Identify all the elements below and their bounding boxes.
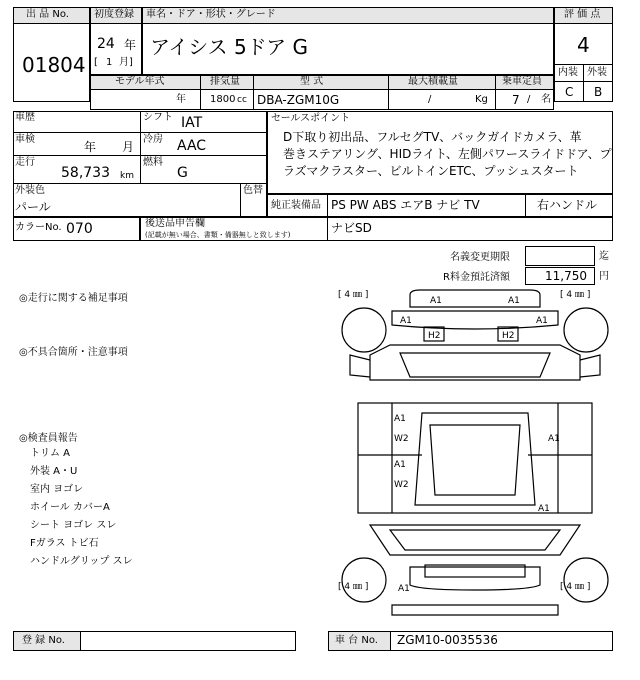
car-damage-diagram — [330, 285, 620, 625]
inspection-year: 年 — [84, 140, 97, 154]
recycle-value: 11,750 — [545, 269, 587, 283]
model-value: DBA-ZGM10G — [257, 93, 340, 107]
equipment-col-1 — [327, 194, 328, 217]
damage-right-front-door: A1 — [548, 434, 560, 444]
max-load-value: / — [428, 94, 432, 105]
documents-label: 後送品申告欄 — [145, 218, 205, 229]
tire-label-br: [ 4 ㎜ ] — [560, 582, 591, 592]
sales-points-line-2: 巻きステアリング、HIDライト、左側パワースライドドア、プ — [283, 147, 612, 161]
inspector-line: ホイール カバーA — [30, 502, 110, 513]
inspector-line: ハンドルグリップ スレ — [30, 556, 133, 567]
color-no-value: 070 — [66, 221, 93, 237]
inspection-label: 車検 — [15, 134, 35, 145]
displacement-unit: cc — [237, 95, 247, 105]
spec-col-3 — [388, 75, 389, 110]
model-label: 型 式 — [300, 76, 324, 87]
inspector-line: 外装 A・U — [30, 466, 78, 477]
damage-left-front-door-1: A1 — [394, 414, 406, 424]
inspector-line: Fガラス トビ石 — [30, 538, 99, 549]
capacity-sep: / — [527, 94, 531, 105]
capacity-value: 7 — [512, 93, 520, 107]
first-reg-month-unit: 月] — [119, 57, 133, 68]
fuel-label: 燃料 — [143, 157, 163, 168]
damage-headlight-right: H2 — [502, 331, 515, 341]
hood-shape — [392, 311, 558, 329]
inspector-title: ◎検査員報告 — [19, 433, 78, 444]
ac-label: 冷房 — [143, 134, 163, 145]
sales-points-line-1: D下取り初出品、フルセグTV、バックガイドカメラ、革 — [283, 130, 582, 144]
tire-label-tr: [ 4 ㎜ ] — [560, 290, 591, 300]
first-reg-year: 24 — [97, 36, 115, 52]
spec-col-2 — [253, 75, 254, 110]
damage-front-bumper-2: A1 — [508, 296, 520, 306]
exterior-label: 外装 — [587, 67, 607, 78]
fuel-value: G — [177, 165, 188, 181]
windshield — [400, 353, 550, 377]
tire-label-tl: [ 4 ㎜ ] — [338, 290, 369, 300]
equipment-value: PS PW ABS エアB ナビ TV — [331, 198, 480, 212]
shift-value: IAT — [181, 115, 203, 131]
documents-value: ナビSD — [331, 221, 372, 235]
first-reg-year-unit: 年 — [124, 38, 137, 52]
rear-bumper-shape — [410, 567, 540, 590]
damage-headlight-left: H2 — [428, 331, 441, 341]
name-change-unit: 迄 — [599, 251, 609, 262]
lot-number: 01804 — [22, 53, 86, 77]
tire-front-right — [564, 308, 608, 352]
exterior-value: B — [594, 85, 603, 99]
sales-points-label: セールスポイント — [271, 113, 351, 124]
damage-front-bumper: A1 — [430, 296, 442, 306]
front-body — [370, 345, 580, 380]
model-year-unit: 年 — [176, 94, 186, 105]
mileage-value: 58,733 — [61, 165, 110, 181]
grade-divider-2 — [554, 81, 613, 82]
spec-col-4 — [495, 75, 496, 110]
details-row-3 — [13, 183, 267, 184]
color-change-label: 色替 — [243, 185, 263, 196]
mileage-unit: km — [120, 171, 134, 181]
interior-value: C — [565, 85, 574, 99]
damage-hood-right: A1 — [536, 316, 548, 326]
interior-label: 内装 — [558, 67, 578, 78]
inspector-line: トリム A — [30, 448, 71, 459]
recycle-unit: 円 — [599, 271, 609, 282]
name-change-label: 名義変更期限 — [450, 252, 510, 263]
color-change-col — [240, 183, 241, 217]
color-label: 外装色 — [15, 185, 45, 196]
sales-points-line-3: ラズマクラスター、ビルトインETC、プッシュスタート — [283, 164, 579, 178]
inspection-month: 月 — [122, 140, 135, 154]
grade-label: 評 価 点 — [564, 9, 601, 20]
mileage-label: 走行 — [15, 157, 35, 168]
reg-label: 登 録 No. — [22, 635, 65, 646]
spec-col-1 — [200, 75, 201, 110]
tire-front-left — [342, 308, 386, 352]
chassis-label: 車 台 No. — [335, 635, 378, 646]
capacity-label: 乗車定員 — [502, 76, 542, 87]
first-reg-label: 初度登録 — [94, 9, 134, 20]
tire-rear-right — [564, 558, 608, 602]
chassis-value: ZGM10-0035536 — [397, 633, 498, 647]
grade-value: 4 — [577, 33, 590, 57]
inspector-line: シート ヨゴレ スレ — [30, 520, 117, 531]
capacity-unit: 名 — [541, 94, 551, 105]
color-value: パール — [15, 200, 51, 214]
documents-note: (記載が無い場合、書類・備器無しと致します) — [145, 231, 291, 239]
damage-hood-left: A1 — [400, 316, 412, 326]
damage-left-rear-door-1: A1 — [394, 460, 406, 470]
equipment-label: 純正装備品 — [271, 200, 321, 211]
grade-split — [583, 64, 584, 102]
steering-value: 右ハンドル — [537, 198, 598, 212]
displacement-label: 排気量 — [210, 76, 240, 87]
equipment-col-2 — [525, 194, 526, 217]
car-label: 車名・ドア・形状・グレード — [146, 9, 276, 20]
tire-rear-left — [342, 558, 386, 602]
driving-notes-title: ◎走行に関する補足事項 — [19, 293, 128, 304]
shift-label: シフト — [143, 112, 173, 123]
max-load-unit: Kg — [475, 94, 488, 105]
defects-title: ◎不具合箇所・注意事項 — [19, 347, 128, 358]
recycle-label: R料金預託済額 — [443, 272, 510, 283]
inspector-line: 室内 ヨゴレ — [30, 484, 84, 495]
damage-right-rear-quarter: A1 — [538, 504, 550, 514]
details-col — [140, 111, 141, 183]
tire-label-bl: [ 4 ㎜ ] — [338, 582, 369, 592]
damage-left-rear-door-2: W2 — [394, 480, 409, 490]
lot-label: 出 品 No. — [26, 9, 69, 20]
history-label: 車歴 — [15, 112, 35, 123]
car-name: アイシス 5ドア G — [150, 35, 308, 59]
max-load-label: 最大積載量 — [408, 76, 458, 87]
first-reg-month-open: [ — [94, 57, 98, 68]
color-no-label: カラーNo. — [15, 222, 62, 233]
ac-value: AAC — [177, 138, 207, 154]
first-reg-month: 1 — [106, 57, 113, 68]
displacement-value: 1800 — [210, 94, 236, 105]
name-change-box — [525, 246, 595, 266]
model-year-label: モデル年式 — [115, 76, 165, 87]
damage-rear-bumper: A1 — [398, 584, 410, 594]
damage-left-front-door-2: W2 — [394, 434, 409, 444]
